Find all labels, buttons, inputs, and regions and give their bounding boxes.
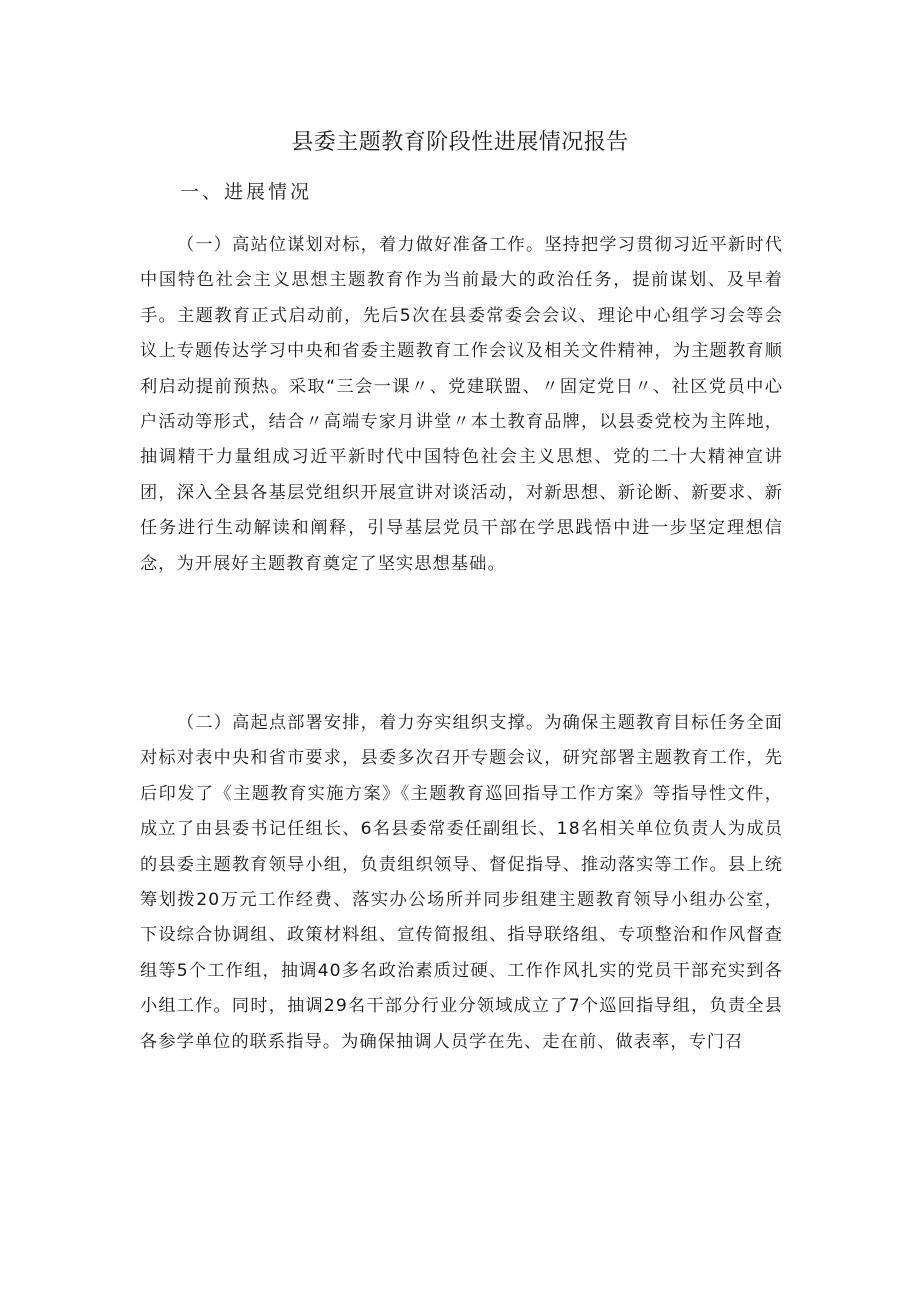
document-title: 县委主题教育阶段性进展情况报告 (291, 130, 629, 155)
paragraph-2: （二）高起点部署安排，着力夯实组织支撑。为确保主题教育目标任务全面对标对表中央和省市要求，县委多次召开专题会议，研究部署主题教育工作，先后印发了《主题教育实施方案》《主题教育巡回指导工作方案》等指导性文件，成立了由县委书记任组长、6名县委常委任副组长、18名相关单位负责人为成员的县委主题教育领导小组，负责组织领导、督促指导、推动落实等工作。县上统筹划拨20万元工作经费、落实办公场所并同步组建主题教育领导小组办公室，下设综合协调组、政策材料组、宣传简报组、指导联络组、专项整治和作风督查组等5个工作组，抽调40多名政治素质过硬、工作作风扎实的党员干部充实到各小组工作。同时，抽调29名干部分行业分领域成立了7个巡回指导组，负责全县各参学单位的联系指导。为确保抽调人员学在先、走在前、做表率，专门召 (140, 713, 783, 1052)
paragraph-1: （一）高站位谋划对标，着力做好准备工作。坚持把学习贯彻习近平新时代中国特色社会主义思想主题教育作为当前最大的政治任务，提前谋划、及早着手。主题教育正式启动前，先后5次在县委常委会会议、理论中心组学习会等会议上专题传达学习中央和省委主题教育工作会议及相关文件精神，为主题教育顺利启动提前预热。采取“三会一课〃、党建联盟、〃固定党日〃、社区党员中心户活动等形式，结合〃高端专家月讲堂〃本土教育品牌，以县委党校为主阵地，抽调精干力量组成习近平新时代中国特色社会主义思想、党的二十大精神宣讲团，深入全县各基层党组织开展宣讲对谈活动，对新思想、新论断、新要求、新任务进行生动解读和阐释，引导基层党员干部在学思践悟中进一步坚定理想信念，为开展好主题教育奠定了坚实思想基础。 (140, 235, 783, 574)
section-heading: 一、进展情况 (180, 181, 313, 203)
